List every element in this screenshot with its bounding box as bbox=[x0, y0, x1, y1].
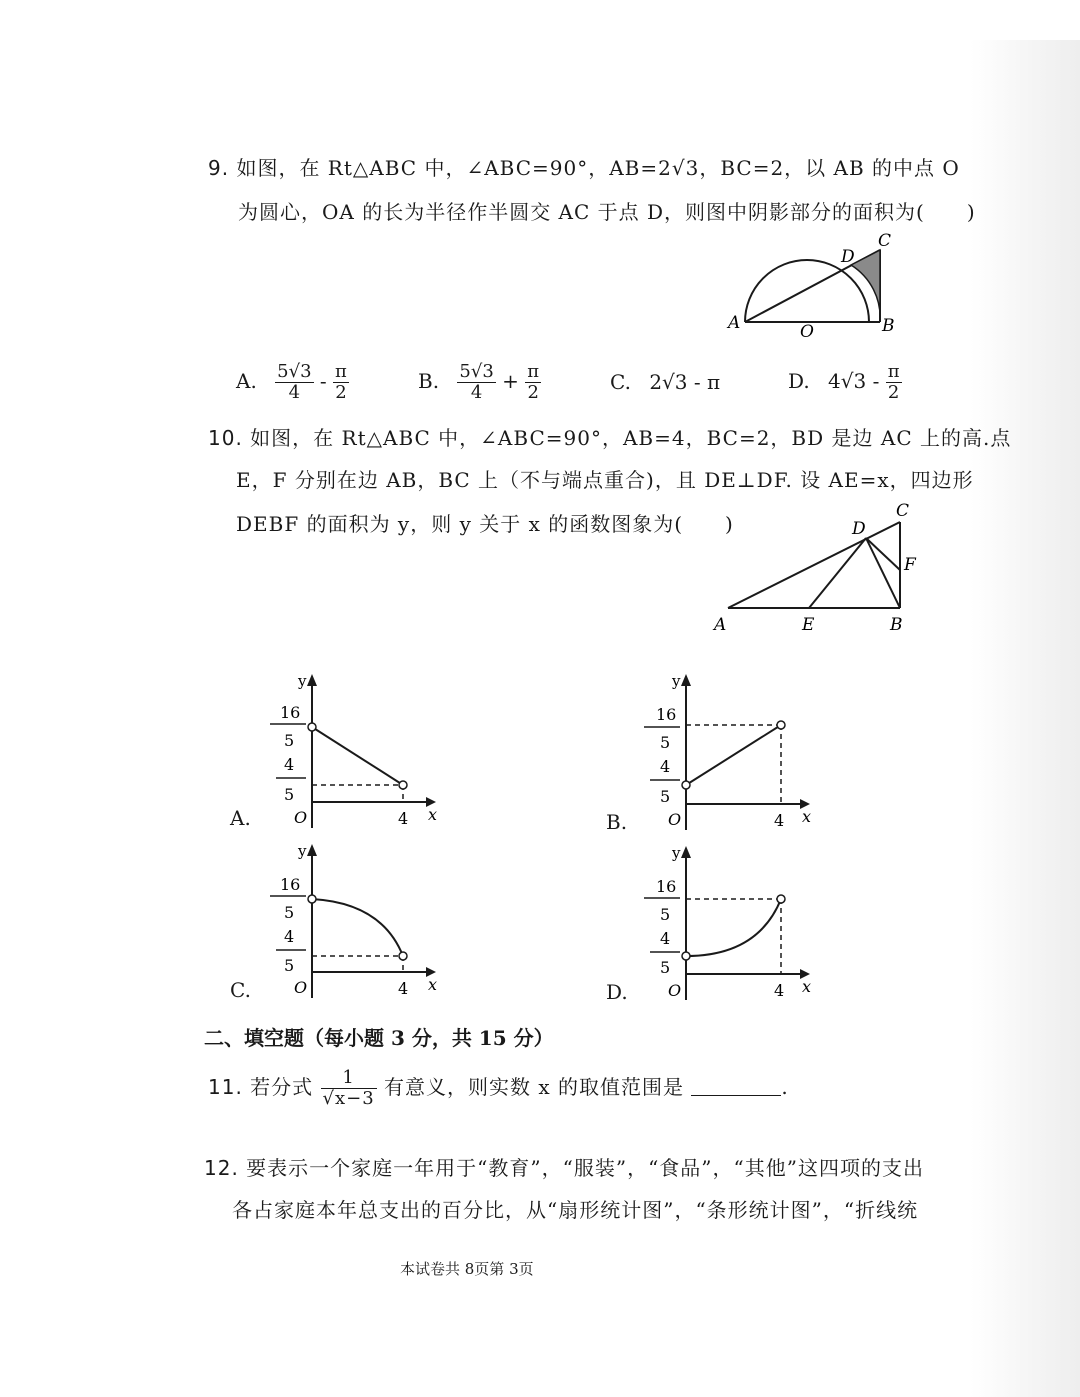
q9-label-o: O bbox=[800, 322, 814, 342]
y-low-num: 4 bbox=[284, 927, 295, 946]
q9-choice-d-frac bbox=[886, 362, 902, 403]
y-low-num: 4 bbox=[660, 757, 671, 776]
y-high-den: 5 bbox=[660, 905, 671, 924]
q9-choice-d[interactable] bbox=[788, 362, 902, 403]
y-axis-label: y bbox=[672, 844, 681, 862]
q9-choice-d-label: D. bbox=[788, 368, 810, 393]
function-curve bbox=[312, 899, 403, 956]
q10-segment-de bbox=[809, 538, 866, 608]
x-tick-4: 4 bbox=[774, 811, 785, 830]
frac-numerator: π bbox=[887, 361, 900, 382]
q9-choice-d-text: 4√3 - bbox=[828, 368, 880, 393]
frac-denominator: 2 bbox=[887, 381, 900, 403]
y-high-num: 16 bbox=[656, 705, 677, 724]
x-tick-4: 4 bbox=[774, 981, 785, 1000]
origin-label: O bbox=[668, 981, 682, 1000]
function-line bbox=[312, 727, 403, 785]
open-endpoint bbox=[777, 721, 785, 729]
q11-prefix: 若分式 bbox=[250, 1074, 314, 1099]
y-axis-arrow-icon bbox=[681, 674, 691, 686]
open-endpoint bbox=[308, 723, 316, 731]
q10-line2: E，F 分别在边 AB，BC 上（不与端点重合)，且 DE⊥DF. 设 AE=x，四边形 bbox=[236, 468, 974, 492]
frac-numerator: 1 bbox=[321, 1068, 377, 1089]
x-tick-4: 4 bbox=[398, 809, 409, 828]
x-axis-label: x bbox=[802, 977, 812, 996]
frac-denominator: √x−3 bbox=[322, 1087, 375, 1109]
q10-graph-a-label[interactable]: A. bbox=[230, 806, 251, 830]
q9-number: 9. bbox=[208, 156, 230, 180]
q11-answer-blank[interactable] bbox=[691, 1095, 781, 1096]
q10-graph-d[interactable] bbox=[636, 840, 826, 1005]
q10-line3: DEBF 的面积为 y，则 y 关于 x 的函数图象为( ) bbox=[236, 512, 734, 536]
q11-number: 11. bbox=[208, 1074, 243, 1099]
q11-fraction bbox=[321, 1068, 377, 1109]
q10-segment-bd bbox=[866, 538, 900, 608]
q9-choice-b-frac2 bbox=[525, 362, 541, 403]
q9-choice-b[interactable] bbox=[418, 362, 541, 403]
q9-line1 bbox=[208, 152, 960, 181]
q11-suffix: 有意义，则实数 x 的取值范围是 bbox=[384, 1074, 685, 1099]
q10-label-a: A bbox=[714, 615, 727, 635]
q9-choice-a-op: - bbox=[319, 368, 327, 393]
origin-label: O bbox=[294, 808, 308, 827]
origin-label: O bbox=[668, 810, 682, 829]
y-low-den: 5 bbox=[660, 787, 671, 806]
q9-choice-c-text: 2√3 - π bbox=[649, 370, 721, 394]
frac-denominator: 2 bbox=[335, 381, 347, 403]
q10-label-f: F bbox=[904, 555, 916, 575]
y-high-den: 5 bbox=[284, 731, 295, 750]
y-low-den: 5 bbox=[660, 958, 671, 977]
y-axis-label: y bbox=[672, 672, 681, 690]
page-edge-shadow bbox=[970, 40, 1080, 1397]
q10-label-d: D bbox=[852, 519, 866, 539]
q10-graph-a[interactable] bbox=[262, 668, 452, 833]
q10-line1 bbox=[208, 422, 1011, 451]
y-high-den: 5 bbox=[284, 903, 295, 922]
q10-graph-b[interactable] bbox=[636, 668, 826, 833]
frac-numerator: 5√3 bbox=[277, 361, 312, 382]
q9-choice-a-frac1 bbox=[275, 362, 313, 403]
q12-number: 12. bbox=[204, 1156, 239, 1180]
y-high-den: 5 bbox=[660, 733, 671, 752]
frac-denominator: 4 bbox=[288, 381, 301, 403]
function-curve bbox=[686, 899, 781, 956]
q10-label-e: E bbox=[802, 615, 815, 635]
y-axis-arrow-icon bbox=[307, 844, 317, 856]
y-low-den: 5 bbox=[284, 785, 295, 804]
open-endpoint bbox=[682, 781, 690, 789]
q9-shaded-region bbox=[851, 250, 880, 322]
q9-text-line1: 如图，在 Rt△ABC 中，∠ABC=90°，AB=2√3，BC=2，以 AB 的中点 O bbox=[236, 156, 960, 180]
q9-figure bbox=[720, 228, 910, 348]
page-footer: 本试卷共 8页第 3页 bbox=[400, 1260, 534, 1278]
x-axis-label: x bbox=[802, 807, 812, 826]
frac-numerator: 5√3 bbox=[459, 361, 494, 382]
q10-segment-df bbox=[866, 538, 900, 570]
q10-label-b: B bbox=[890, 615, 903, 635]
q9-line2: 为圆心，OA 的长为半径作半圆交 AC 于点 D，则图中阴影部分的面积为( ) bbox=[238, 200, 976, 224]
q9-choice-a[interactable] bbox=[236, 362, 349, 403]
y-high-num: 16 bbox=[656, 877, 677, 896]
q10-segment-ac bbox=[728, 522, 900, 608]
q11-end: . bbox=[781, 1074, 789, 1099]
q9-label-d: D bbox=[841, 247, 855, 267]
y-low-num: 4 bbox=[284, 755, 295, 774]
q9-choice-b-label: B. bbox=[418, 368, 440, 393]
origin-label: O bbox=[294, 978, 308, 997]
q9-choice-a-label: A. bbox=[236, 368, 257, 393]
y-high-num: 16 bbox=[280, 703, 301, 722]
q9-label-b: B bbox=[882, 316, 895, 336]
y-high-num: 16 bbox=[280, 875, 301, 894]
q10-graph-b-label[interactable]: B. bbox=[606, 810, 628, 834]
q12-text-line1: 要表示一个家庭一年用于“教育”，“服装”，“食品”，“其他”这四项的支出 bbox=[246, 1156, 924, 1180]
open-endpoint bbox=[399, 952, 407, 960]
y-axis-arrow-icon bbox=[681, 846, 691, 858]
section-title-fill-in: 二、填空题（每小题 3 分，共 15 分） bbox=[204, 1026, 554, 1050]
y-axis-arrow-icon bbox=[307, 674, 317, 686]
x-axis-label: x bbox=[428, 805, 438, 824]
q11-line bbox=[208, 1068, 789, 1109]
q12-line1 bbox=[204, 1152, 924, 1181]
q10-label-c: C bbox=[896, 501, 910, 521]
open-endpoint bbox=[777, 895, 785, 903]
q10-graph-c[interactable] bbox=[262, 838, 452, 1003]
q9-choice-b-op: + bbox=[502, 368, 519, 393]
x-axis-label: x bbox=[428, 975, 438, 994]
q9-choice-b-frac1 bbox=[457, 362, 495, 403]
frac-numerator: π bbox=[335, 361, 347, 382]
y-axis-label: y bbox=[298, 672, 307, 690]
q10-graph-c-label[interactable]: C. bbox=[230, 978, 251, 1002]
y-low-num: 4 bbox=[660, 929, 671, 948]
q9-choice-c-label: C. bbox=[610, 370, 631, 394]
frac-denominator: 4 bbox=[470, 381, 483, 403]
function-line bbox=[686, 725, 781, 785]
q9-label-a: A bbox=[728, 313, 741, 333]
open-endpoint bbox=[682, 952, 690, 960]
q9-choice-c[interactable] bbox=[610, 370, 720, 394]
q10-graph-d-label[interactable]: D. bbox=[606, 980, 628, 1004]
q9-label-c: C bbox=[878, 231, 892, 251]
q10-text-line1: 如图，在 Rt△ABC 中，∠ABC=90°，AB=4，BC=2，BD 是边 AC 上的高.点 bbox=[250, 426, 1012, 450]
q9-choice-a-frac2 bbox=[333, 362, 349, 403]
open-endpoint bbox=[399, 781, 407, 789]
open-endpoint bbox=[308, 895, 316, 903]
y-axis-label: y bbox=[298, 842, 307, 860]
frac-numerator: π bbox=[527, 361, 540, 382]
x-tick-4: 4 bbox=[398, 979, 409, 998]
q12-line2: 各占家庭本年总支出的百分比，从“扇形统计图”，“条形统计图”，“折线统 bbox=[232, 1198, 919, 1222]
frac-denominator: 2 bbox=[527, 381, 539, 403]
q10-figure bbox=[708, 496, 928, 638]
q10-number: 10. bbox=[208, 426, 243, 450]
y-low-den: 5 bbox=[284, 956, 295, 975]
